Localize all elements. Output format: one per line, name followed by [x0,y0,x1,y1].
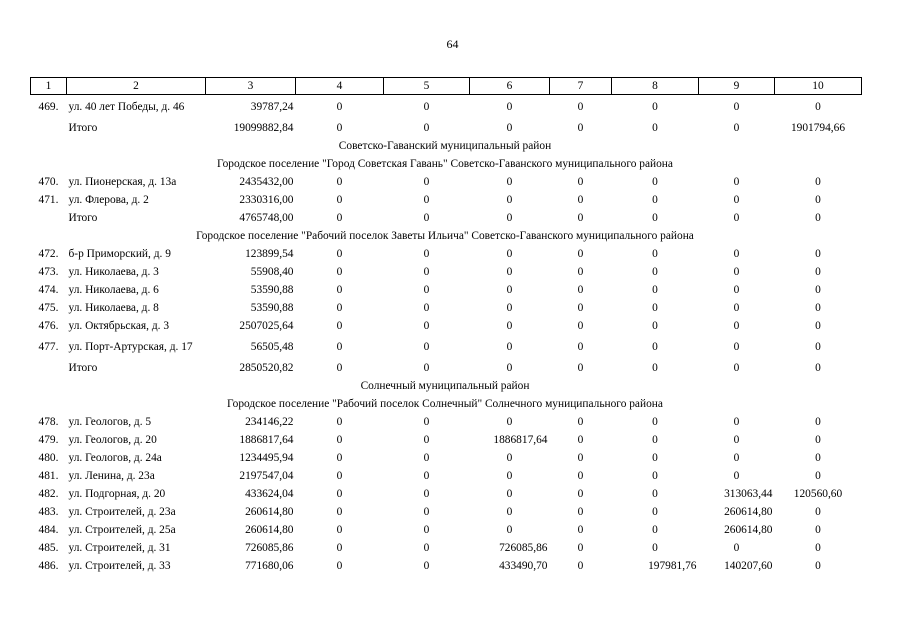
value-cell-col-7: 0 [577,559,584,572]
value-cell-col-9: 0 [733,451,740,464]
row-number: 482. [38,487,59,500]
section-heading-row [31,377,862,395]
address-cell: ул. Флерова, д. 2 [68,193,149,206]
value-cell-col-4: 0 [336,469,343,482]
value-cell-col-7: 0 [577,451,584,464]
section-heading: Солнечный муниципальный район [360,379,530,392]
value-cell-col-4: 0 [336,541,343,554]
value-cell-col-9: 0 [733,469,740,482]
table-row [31,245,862,263]
row-number [31,119,67,137]
value-cell-col-7: 0 [577,433,584,446]
value-cell-col-8: 0 [652,487,658,500]
row-number: 476. [38,319,59,332]
address-cell: ул. 40 лет Победы, д. 46 [68,100,185,113]
value-cell-col-4: 0 [336,100,343,113]
section-heading: Городское поселение "Рабочий поселок Заветы Ильича" Советско-Гаванского муниципального района [196,229,694,242]
value-cell-col-5: 0 [423,559,430,572]
value-cell-col-9: 0 [733,340,740,353]
table-row [31,281,862,299]
value-cell-col-7: 0 [577,283,584,296]
value-cell-col-8: 0 [652,265,658,278]
value-cell-col-8: 0 [652,415,658,428]
amount-cell: 2850520,82 [239,361,294,374]
value-cell-col-4: 0 [336,505,343,518]
value-cell-col-8: 197981,76 [648,559,697,572]
value-cell-col-8: 0 [652,541,658,554]
address-cell: ул. Пионерская, д. 13а [68,175,177,188]
value-cell-col-8: 0 [652,451,658,464]
row-number [31,209,67,227]
value-cell-col-10: 0 [815,340,821,353]
value-cell-col-7: 0 [577,415,584,428]
value-cell-col-10: 0 [815,361,821,374]
table-row [31,503,862,521]
value-cell-col-5: 0 [423,265,430,278]
address-cell: ул. Николаева, д. 6 [68,283,159,296]
amount-cell: 2330316,00 [239,193,294,206]
amount-cell: 53590,88 [250,301,294,314]
value-cell-col-4: 0 [336,121,343,134]
value-cell-col-6: 0 [506,247,513,260]
value-cell-col-4: 0 [336,559,343,572]
address-cell: ул. Строителей, д. 31 [68,541,171,554]
value-cell-col-7: 0 [577,541,584,554]
amount-cell: 1886817,64 [239,433,294,446]
amount-cell: 1234495,94 [239,451,294,464]
row-number: 472. [38,247,59,260]
amount-cell: 234146,22 [245,415,294,428]
value-cell-col-10: 0 [815,193,821,206]
address-cell: б-р Приморский, д. 9 [68,247,171,260]
value-cell-col-6: 0 [506,451,513,464]
value-cell-col-7: 0 [577,211,584,224]
value-cell-col-8: 0 [652,340,658,353]
table-row [31,431,862,449]
value-cell-col-7: 0 [577,319,584,332]
address-cell: ул. Подгорная, д. 20 [68,487,166,500]
page-number: 64 [446,37,459,51]
value-cell-col-5: 0 [423,433,430,446]
value-cell-col-6: 1886817,64 [493,433,548,446]
total-row [31,209,862,227]
value-cell-col-7: 0 [577,505,584,518]
total-row [31,119,862,137]
address-cell: Итого [68,121,98,134]
value-cell-col-4: 0 [336,301,343,314]
table-row [31,299,862,317]
value-cell-col-8: 0 [652,121,658,134]
value-cell-col-6: 0 [506,505,513,518]
value-cell-col-7: 0 [577,265,584,278]
table-row [31,413,862,431]
column-header-7: 7 [550,78,612,95]
value-cell-col-7: 0 [577,100,584,113]
row-number: 471. [38,193,59,206]
value-cell-col-8: 0 [652,193,658,206]
value-cell-col-5: 0 [423,301,430,314]
row-number: 469. [38,100,59,113]
value-cell-col-7: 0 [577,340,584,353]
value-cell-col-10: 0 [815,433,821,446]
value-cell-col-7: 0 [577,361,584,374]
value-cell-col-10: 0 [815,541,821,554]
column-header-5: 5 [384,78,470,95]
value-cell-col-8: 0 [652,361,658,374]
value-cell-col-5: 0 [423,193,430,206]
value-cell-col-4: 0 [336,175,343,188]
row-number: 477. [38,340,59,353]
value-cell-col-9: 0 [733,361,740,374]
address-cell: ул. Николаева, д. 8 [68,301,159,314]
value-cell-col-6: 0 [506,361,513,374]
column-header-4: 4 [296,78,384,95]
amount-cell: 53590,88 [250,283,294,296]
value-cell-col-7: 0 [577,175,584,188]
value-cell-col-10: 0 [815,319,821,332]
address-cell: ул. Строителей, д. 33 [68,559,171,572]
value-cell-col-10: 0 [815,451,821,464]
address-cell: ул. Геологов, д. 20 [68,433,157,446]
value-cell-col-9: 0 [733,100,740,113]
section-heading-row [31,227,862,245]
row-number: 484. [38,523,59,536]
value-cell-col-8: 0 [652,469,658,482]
value-cell-col-9: 0 [733,283,740,296]
value-cell-col-10: 0 [815,301,821,314]
value-cell-col-8: 0 [652,175,658,188]
value-cell-col-8: 0 [652,505,658,518]
value-cell-col-7: 0 [577,469,584,482]
address-cell: Итого [68,211,98,224]
value-cell-col-4: 0 [336,415,343,428]
value-cell-col-4: 0 [336,265,343,278]
value-cell-col-5: 0 [423,541,430,554]
amount-cell: 2197547,04 [239,469,294,482]
amount-cell: 260614,80 [245,523,294,536]
value-cell-col-6: 0 [506,211,513,224]
value-cell-col-4: 0 [336,487,343,500]
table-body [31,95,862,576]
value-cell-col-6: 0 [506,523,513,536]
value-cell-col-6: 726085,86 [499,541,548,554]
amount-cell: 39787,24 [250,100,294,113]
value-cell-col-5: 0 [423,175,430,188]
section-heading: Советско-Гаванский муниципальный район [338,139,552,152]
amount-cell: 2507025,64 [239,319,294,332]
value-cell-col-10: 0 [815,505,821,518]
value-cell-col-10: 0 [815,247,821,260]
value-cell-col-6: 0 [506,469,513,482]
table-row [31,191,862,209]
value-cell-col-6: 433490,70 [499,559,548,572]
value-cell-col-9: 313063,44 [724,487,773,500]
table-row [31,467,862,485]
value-cell-col-10: 0 [815,100,821,113]
value-cell-col-10: 0 [815,175,821,188]
value-cell-col-5: 0 [423,505,430,518]
table-row [31,521,862,539]
row-number: 470. [38,175,59,188]
value-cell-col-10: 1901794,66 [790,121,846,134]
address-cell: ул. Геологов, д. 24а [68,451,162,464]
value-cell-col-6: 0 [506,283,513,296]
address-cell: ул. Строителей, д. 25а [68,523,176,536]
amount-cell: 123899,54 [245,247,294,260]
table-row [31,95,862,120]
row-number: 486. [38,559,59,572]
value-cell-col-7: 0 [577,523,584,536]
amount-cell: 19099882,84 [233,121,294,134]
table-row [31,557,862,575]
amount-cell: 726085,86 [245,541,294,554]
value-cell-col-9: 0 [733,193,740,206]
value-cell-col-7: 0 [577,301,584,314]
row-number: 474. [38,283,59,296]
section-heading: Городское поселение "Город Советская Гавань" Советско-Гаванского муниципального района [217,157,673,170]
value-cell-col-7: 0 [577,487,584,500]
value-cell-col-8: 0 [652,433,658,446]
row-number: 479. [38,433,59,446]
value-cell-col-5: 0 [423,487,430,500]
value-cell-col-5: 0 [423,121,430,134]
value-cell-col-4: 0 [336,247,343,260]
value-cell-col-10: 0 [815,211,821,224]
value-cell-col-4: 0 [336,193,343,206]
value-cell-col-8: 0 [652,247,658,260]
register-table [30,77,862,575]
value-cell-col-7: 0 [577,193,584,206]
value-cell-col-9: 0 [733,175,740,188]
address-cell: ул. Николаева, д. 3 [68,265,159,278]
value-cell-col-9: 0 [733,301,740,314]
table-header [31,78,862,95]
value-cell-col-6: 0 [506,193,513,206]
value-cell-col-9: 0 [733,415,740,428]
table-row [31,263,862,281]
address-cell: ул. Строителей, д. 23а [68,505,176,518]
value-cell-col-10: 0 [815,265,821,278]
value-cell-col-10: 0 [815,469,821,482]
address-cell: ул. Октябрьская, д. 3 [68,319,170,332]
value-cell-col-9: 140207,60 [724,559,773,572]
row-number: 478. [38,415,59,428]
value-cell-col-8: 0 [652,301,658,314]
total-row [31,359,862,377]
value-cell-col-9: 0 [733,433,740,446]
value-cell-col-5: 0 [423,451,430,464]
row-number: 473. [38,265,59,278]
value-cell-col-4: 0 [336,523,343,536]
value-cell-col-4: 0 [336,451,343,464]
value-cell-col-10: 0 [815,523,821,536]
value-cell-col-9: 260614,80 [724,505,773,518]
section-heading: Городское поселение "Рабочий поселок Солнечный" Солнечного муниципального района [227,397,663,410]
value-cell-col-9: 0 [733,319,740,332]
value-cell-col-10: 0 [815,283,821,296]
value-cell-col-8: 0 [652,283,658,296]
table-row [31,449,862,467]
column-header-1: 1 [31,78,67,95]
section-heading-row [31,395,862,413]
value-cell-col-6: 0 [506,175,513,188]
value-cell-col-6: 0 [506,121,513,134]
amount-cell: 260614,80 [245,505,294,518]
row-number: 485. [38,541,59,554]
row-number [31,359,67,377]
table-row [31,335,862,359]
value-cell-col-4: 0 [336,319,343,332]
value-cell-col-6: 0 [506,487,513,500]
value-cell-col-7: 0 [577,247,584,260]
column-header-3: 3 [206,78,296,95]
amount-cell: 2435432,00 [239,175,294,188]
amount-cell: 56505,48 [250,340,294,353]
value-cell-col-5: 0 [423,211,430,224]
value-cell-col-7: 0 [577,121,584,134]
value-cell-col-6: 0 [506,265,513,278]
column-header-9: 9 [699,78,775,95]
value-cell-col-5: 0 [423,469,430,482]
value-cell-col-5: 0 [423,247,430,260]
row-number: 483. [38,505,59,518]
value-cell-col-4: 0 [336,340,343,353]
section-heading-row [31,155,862,173]
row-number: 475. [38,301,59,314]
address-cell: ул. Порт-Артурская, д. 17 [68,340,193,353]
value-cell-col-10: 120560,60 [793,487,843,500]
value-cell-col-9: 0 [733,265,740,278]
address-cell: ул. Геологов, д. 5 [68,415,152,428]
value-cell-col-6: 0 [506,100,513,113]
section-heading-row [31,137,862,155]
table-row [31,485,862,503]
value-cell-col-10: 0 [815,415,821,428]
value-cell-col-8: 0 [652,523,658,536]
amount-cell: 4765748,00 [239,211,294,224]
column-header-8: 8 [612,78,699,95]
value-cell-col-9: 0 [733,211,740,224]
value-cell-col-6: 0 [506,415,513,428]
value-cell-col-9: 0 [733,541,740,554]
table-row [31,317,862,335]
value-cell-col-5: 0 [423,361,430,374]
value-cell-col-9: 260614,80 [724,523,773,536]
value-cell-col-5: 0 [423,415,430,428]
table-row [31,173,862,191]
address-cell: Итого [68,361,98,374]
address-cell: ул. Ленина, д. 23а [68,469,155,482]
value-cell-col-6: 0 [506,319,513,332]
amount-cell: 55908,40 [250,265,294,278]
row-number: 480. [38,451,59,464]
value-cell-col-8: 0 [652,211,658,224]
amount-cell: 771680,06 [245,559,294,572]
value-cell-col-5: 0 [423,100,430,113]
value-cell-col-4: 0 [336,433,343,446]
value-cell-col-6: 0 [506,301,513,314]
value-cell-col-5: 0 [423,523,430,536]
value-cell-col-9: 0 [733,247,740,260]
row-number: 481. [38,469,59,482]
column-header-10: 10 [775,78,862,95]
value-cell-col-5: 0 [423,283,430,296]
value-cell-col-4: 0 [336,211,343,224]
value-cell-col-4: 0 [336,283,343,296]
column-header-2: 2 [67,78,206,95]
value-cell-col-8: 0 [652,319,658,332]
value-cell-col-5: 0 [423,340,430,353]
value-cell-col-6: 0 [506,340,513,353]
value-cell-col-4: 0 [336,361,343,374]
value-cell-col-5: 0 [423,319,430,332]
value-cell-col-9: 0 [733,121,740,134]
table-row [31,539,862,557]
value-cell-col-10: 0 [815,559,821,572]
value-cell-col-8: 0 [652,100,658,113]
column-header-6: 6 [470,78,550,95]
amount-cell: 433624,04 [245,487,294,500]
